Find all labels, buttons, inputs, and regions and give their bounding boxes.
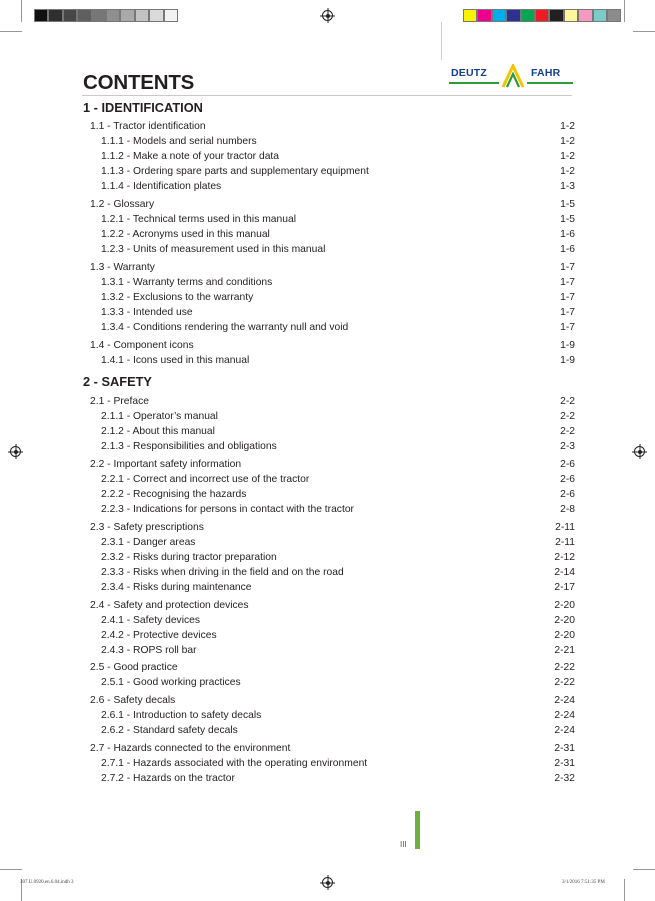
- toc-entry-title: 1.3 - Warranty: [90, 261, 155, 273]
- color-swatch: [92, 9, 106, 22]
- crop-mark: [624, 879, 625, 901]
- toc-entry-page: 1-6: [560, 229, 575, 241]
- toc-subentry[interactable]: [0, 489, 575, 503]
- toc-subentry[interactable]: [0, 244, 575, 258]
- toc-entry-page: 1-7: [560, 276, 575, 288]
- deutz-fahr-logo: [449, 64, 575, 88]
- crop-mark: [0, 31, 22, 32]
- footer-file-slug: 307.U.0920.en.6.04.indb 3: [20, 880, 74, 885]
- toc-entry[interactable]: [0, 695, 575, 709]
- toc-entry-title: 1.1.3 - Ordering spare parts and supplementary equipment: [101, 166, 369, 178]
- color-swatch: [164, 9, 178, 22]
- toc-subentry[interactable]: [0, 277, 575, 291]
- toc-entry-page: 1-5: [560, 214, 575, 225]
- toc-entry-page: 1-7: [560, 291, 575, 303]
- crop-mark: [633, 31, 655, 32]
- toc-entry-title: 2.3.1 - Danger areas: [101, 536, 196, 548]
- toc-entry-title: 2.2 - Important safety information: [90, 458, 242, 470]
- crop-mark: [21, 0, 22, 22]
- color-swatch: [535, 9, 549, 22]
- toc-entry[interactable]: [0, 340, 575, 354]
- toc-entry-title: 2.5.1 - Good working practices: [101, 677, 241, 689]
- toc-entry-title: 2.7.2 - Hazards on the tractor: [101, 772, 235, 784]
- toc-entry-page: 2-32: [554, 772, 575, 784]
- toc-entry-title: 2.1.1 - Operator’s manual: [101, 411, 218, 423]
- toc-subentry[interactable]: [0, 307, 575, 321]
- color-swatch: [593, 9, 607, 22]
- toc-entry[interactable]: [0, 396, 575, 410]
- toc-entry-page: 1-7: [560, 261, 575, 273]
- toc-entry-page: 2-6: [560, 489, 575, 500]
- toc-subentry[interactable]: [0, 355, 575, 369]
- toc-entry-page: 1-7: [560, 322, 575, 334]
- header-divider: [82, 95, 572, 96]
- toc-subentry[interactable]: [0, 441, 575, 455]
- toc-subentry[interactable]: [0, 537, 575, 551]
- toc-entry[interactable]: [0, 522, 575, 536]
- toc-entry-page: 2-11: [555, 536, 575, 548]
- toc-entry-title: 1.3.1 - Warranty terms and conditions: [101, 276, 273, 288]
- color-swatch: [135, 9, 149, 22]
- toc-subentry[interactable]: [0, 725, 575, 739]
- toc-subentry[interactable]: [0, 474, 575, 488]
- toc-entry-page: 2-22: [554, 677, 575, 689]
- color-swatch: [578, 9, 592, 22]
- toc-entry-page: 2-14: [554, 566, 575, 578]
- footer-timestamp: 3/1/2016 7:51:35 PM: [562, 880, 605, 885]
- toc-entry-page: 2-17: [554, 582, 575, 593]
- gray-swatch-strip: [34, 9, 178, 22]
- toc-subentry[interactable]: [0, 567, 575, 581]
- crop-mark: [633, 869, 655, 870]
- color-swatch: [120, 9, 134, 22]
- registration-mark-top: [322, 10, 333, 21]
- toc-entry-title: 1.4 - Component icons: [90, 339, 194, 351]
- toc-entry-title: 1.2.3 - Units of measurement used in this manual: [101, 244, 326, 256]
- toc-subentry[interactable]: [0, 411, 575, 425]
- toc-entry-page: 2-31: [554, 742, 575, 754]
- toc-entry-page: 2-2: [560, 396, 575, 407]
- toc-entry-page: 2-6: [560, 458, 575, 470]
- logo-underline: [527, 82, 573, 84]
- color-swatch: [477, 9, 491, 22]
- toc-subentry[interactable]: [0, 773, 575, 787]
- color-swatch: [48, 9, 62, 22]
- toc-subentry[interactable]: [0, 552, 575, 566]
- toc-entry-title: 1.1.1 - Models and serial numbers: [101, 136, 257, 148]
- logo-text-deutz: DEUTZ: [451, 67, 487, 79]
- toc-entry[interactable]: [0, 600, 575, 614]
- toc-entry-title: 2.4.3 - ROPS roll bar: [101, 644, 197, 656]
- logo-underline: [449, 82, 499, 84]
- toc-entry-page: 2-2: [560, 411, 575, 423]
- toc-entry-title: 2.6 - Safety decals: [90, 694, 176, 706]
- toc-entry-page: 1-2: [560, 151, 575, 163]
- color-swatch: [564, 9, 578, 22]
- toc-entry-title: 2.3 - Safety prescriptions: [90, 521, 204, 533]
- toc-subentry[interactable]: [0, 615, 575, 629]
- toc-entry-page: 2-8: [560, 504, 575, 516]
- toc-entry-title: 1.2.2 - Acronyms used in this manual: [101, 229, 270, 241]
- toc-entry-title: 1.3.2 - Exclusions to the warranty: [101, 291, 254, 303]
- toc-entry-title: 2.7 - Hazards connected to the environment: [90, 742, 291, 754]
- color-swatch: [63, 9, 77, 22]
- crop-mark: [0, 869, 22, 870]
- toc-entry[interactable]: [0, 662, 575, 676]
- toc-entry[interactable]: [0, 121, 575, 135]
- toc-entry-title: 1.1.2 - Make a note of your tractor data: [101, 151, 280, 163]
- logo-emblem-icon: [500, 64, 526, 88]
- toc-subentry[interactable]: [0, 504, 575, 518]
- toc-entry-page: 2-24: [554, 725, 575, 737]
- toc-subentry[interactable]: [0, 426, 575, 440]
- toc-subentry[interactable]: [0, 136, 575, 150]
- toc-entry-page: 1-6: [560, 244, 575, 256]
- crop-mark: [624, 0, 625, 22]
- toc-entry[interactable]: [0, 262, 575, 276]
- toc-subentry[interactable]: [0, 710, 575, 724]
- toc-entry-title: 1.1 - Tractor identification: [90, 121, 206, 132]
- toc-entry-title: 2.3.3 - Risks when driving in the field and on the road: [101, 566, 344, 578]
- section-title: 2 - SAFETY: [83, 374, 152, 389]
- toc-entry-title: 2.2.2 - Recognising the hazards: [101, 489, 247, 500]
- color-swatch: [607, 9, 621, 22]
- color-swatch: [549, 9, 563, 22]
- color-swatch: [492, 9, 506, 22]
- toc-entry-page: 2-24: [554, 710, 575, 721]
- toc-entry-page: 2-2: [560, 426, 575, 438]
- toc-subentry[interactable]: [0, 151, 575, 165]
- toc-subentry[interactable]: [0, 181, 575, 195]
- toc-entry-page: 1-5: [560, 198, 575, 210]
- toc-entry-page: 2-22: [554, 662, 575, 674]
- toc-subentry[interactable]: [0, 645, 575, 659]
- page-title: CONTENTS: [83, 71, 195, 94]
- toc-entry-page: 2-21: [554, 644, 575, 656]
- toc-entry-page: 1-2: [560, 166, 575, 178]
- section-title: 1 - IDENTIFICATION: [83, 100, 203, 115]
- logo-text-fahr: FAHR: [531, 67, 561, 79]
- toc-entry-page: 1-2: [560, 136, 575, 148]
- toc-entry-title: 2.1.2 - About this manual: [101, 426, 215, 438]
- registration-mark-bottom: [322, 877, 333, 888]
- toc-entry-page: 1-9: [560, 354, 575, 366]
- toc-entry-title: 1.2.1 - Technical terms used in this manual: [101, 214, 296, 225]
- color-swatch: [506, 9, 520, 22]
- toc-subentry[interactable]: [0, 229, 575, 243]
- toc-entry-page: 2-11: [555, 521, 575, 533]
- page-trim-line: [441, 22, 442, 60]
- color-swatch: [463, 9, 477, 22]
- page-number: III: [400, 840, 407, 849]
- color-swatch: [34, 9, 48, 22]
- toc-entry[interactable]: [0, 199, 575, 213]
- toc-entry-title: 2.1.3 - Responsibilities and obligations: [101, 441, 277, 453]
- toc-entry-page: 1-9: [560, 339, 575, 351]
- toc-entry-title: 1.4.1 - Icons used in this manual: [101, 354, 250, 366]
- toc-entry-title: 2.4.1 - Safety devices: [101, 614, 201, 626]
- toc-entry-title: 2.5 - Good practice: [90, 662, 178, 674]
- toc-entry-page: 2-20: [554, 599, 575, 611]
- toc-entry-title: 1.3.4 - Conditions rendering the warranty null and void: [101, 322, 349, 334]
- toc-entry[interactable]: [0, 743, 575, 757]
- toc-entry-title: 2.3.2 - Risks during tractor preparation: [101, 551, 277, 563]
- toc-entry-title: 2.6.2 - Standard safety decals: [101, 725, 238, 737]
- toc-entry-title: 2.6.1 - Introduction to safety decals: [101, 710, 262, 721]
- toc-subentry[interactable]: [0, 677, 575, 691]
- registration-mark-right: [634, 446, 645, 457]
- color-swatch: [77, 9, 91, 22]
- toc-subentry[interactable]: [0, 582, 575, 596]
- toc-entry-page: 1-3: [560, 181, 575, 193]
- toc-entry-page: 2-20: [554, 629, 575, 641]
- toc-entry-page: 1-2: [560, 121, 575, 132]
- color-swatch: [106, 9, 120, 22]
- toc-entry-page: 2-6: [560, 473, 575, 485]
- toc-entry-title: 2.3.4 - Risks during maintenance: [101, 582, 252, 593]
- toc-entry-title: 2.7.1 - Hazards associated with the operating environment: [101, 757, 368, 769]
- toc-subentry[interactable]: [0, 214, 575, 228]
- toc-entry-title: 2.4.2 - Protective devices: [101, 629, 217, 641]
- toc-subentry[interactable]: [0, 166, 575, 180]
- toc-entry-page: 1-7: [560, 307, 575, 318]
- toc-entry-title: 1.1.4 - Identification plates: [101, 181, 222, 193]
- toc-subentry[interactable]: [0, 292, 575, 306]
- toc-subentry[interactable]: [0, 322, 575, 336]
- toc-entry-page: 2-3: [560, 441, 575, 453]
- toc-entry-title: 2.2.3 - Indications for persons in contact with the tractor: [101, 504, 354, 516]
- color-swatch-strip: [463, 9, 621, 22]
- toc-entry-title: 2.4 - Safety and protection devices: [90, 599, 249, 611]
- color-swatch: [149, 9, 163, 22]
- toc-subentry[interactable]: [0, 630, 575, 644]
- toc-entry-title: 2.1 - Preface: [90, 396, 149, 407]
- toc-subentry[interactable]: [0, 758, 575, 772]
- toc-entry-title: 1.2 - Glossary: [90, 198, 155, 210]
- page-accent-bar: [415, 811, 420, 849]
- toc-entry-page: 2-12: [554, 551, 575, 563]
- color-swatch: [521, 9, 535, 22]
- toc-entry-page: 2-20: [554, 614, 575, 626]
- toc-entry-page: 2-24: [554, 694, 575, 706]
- toc-entry-title: 1.3.3 - Intended use: [101, 307, 193, 318]
- toc-entry-page: 2-31: [554, 757, 575, 769]
- toc-entry[interactable]: [0, 459, 575, 473]
- toc-entry-title: 2.2.1 - Correct and incorrect use of the tractor: [101, 473, 310, 485]
